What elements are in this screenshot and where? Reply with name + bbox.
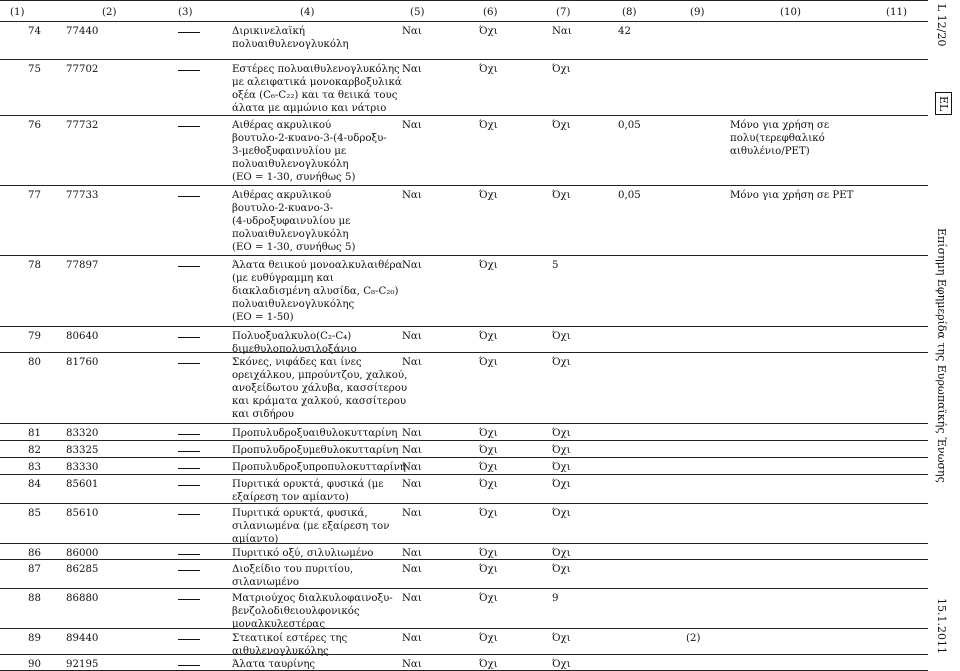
col5-value: Ναι xyxy=(402,331,422,342)
substance-code: 89440 xyxy=(66,633,99,644)
substance-name-line: Πυριτικά ορυκτά, φυσικά, xyxy=(232,508,368,519)
row-number: 76 xyxy=(28,120,41,131)
table-row xyxy=(0,504,928,544)
dash-mark xyxy=(178,266,200,267)
row-number: 89 xyxy=(28,633,41,644)
substance-name-line: 3-μεθοξυφαινυλίου με xyxy=(232,146,347,157)
row-number: 82 xyxy=(28,445,41,456)
table-row xyxy=(0,441,928,458)
dash-mark xyxy=(178,514,200,515)
col7-value: 9 xyxy=(552,593,559,604)
restriction-note-line: αιθυλένιο/PET) xyxy=(730,146,810,157)
substance-code: 77702 xyxy=(66,64,99,75)
col5-value: Ναι xyxy=(402,462,422,473)
col7-value: Όχι xyxy=(552,659,571,670)
row-number: 77 xyxy=(28,190,41,201)
col5-value: Ναι xyxy=(402,26,422,37)
col5-value: Ναι xyxy=(402,260,422,271)
substance-name xyxy=(232,25,412,51)
col6-value: Όχι xyxy=(479,659,498,670)
dash-mark xyxy=(178,126,200,127)
col5-value: Ναι xyxy=(402,659,422,670)
col6-value: Όχι xyxy=(479,479,498,490)
col6-value: Όχι xyxy=(479,190,498,201)
substance-name-line: πολυαιθυλενογλυκόλη xyxy=(232,159,349,170)
substance-name-line: αμίαντο) xyxy=(232,534,279,545)
substance-name xyxy=(232,189,412,254)
substance-name xyxy=(232,507,412,546)
col-header-4: (4) xyxy=(300,7,315,18)
dash-mark xyxy=(178,70,200,71)
restriction-note xyxy=(730,119,870,158)
substance-name-line: Ματριούχος διαλκυλοφαινοξυ- xyxy=(232,593,393,604)
substance-code: 77897 xyxy=(66,260,99,271)
substance-code: 77732 xyxy=(66,120,99,131)
substance-name-line: πολυαιθυλενογλυκόλη xyxy=(232,39,349,50)
col-header-5: (5) xyxy=(410,7,425,18)
substance-name xyxy=(232,478,412,504)
table-row xyxy=(0,655,928,671)
substance-name-line: Εστέρες πολυαιθυλενογλυκόλης xyxy=(232,64,400,75)
col6-value: Όχι xyxy=(479,357,498,368)
col6-value: Όχι xyxy=(479,462,498,473)
col6-value: Όχι xyxy=(479,331,498,342)
col6-value: Όχι xyxy=(479,633,498,644)
substance-code: 86285 xyxy=(66,564,99,575)
substance-name-line: Πυριτικό οξύ, σιλυλιωμένο xyxy=(232,548,374,559)
substance-name xyxy=(232,563,412,589)
col5-value: Ναι xyxy=(402,479,422,490)
col6-value: Όχι xyxy=(479,120,498,131)
substance-name xyxy=(232,444,412,457)
row-number: 90 xyxy=(28,659,41,670)
substance-name-line: σιλανιωμένα (με εξαίρεση τον xyxy=(232,521,390,532)
dash-mark xyxy=(178,337,200,338)
table-row xyxy=(0,327,928,353)
substance-name-line: βουτυλο-2-κυανο-3- xyxy=(232,203,334,214)
substance-name xyxy=(232,592,412,631)
substance-code: 92195 xyxy=(66,659,99,670)
substance-name-line: Σκόνες, νιφάδες και ίνες xyxy=(232,357,362,368)
row-number: 87 xyxy=(28,564,41,575)
col7-value: Όχι xyxy=(552,357,571,368)
col5-value: Ναι xyxy=(402,428,422,439)
substance-name-line: (με ευθύγραμμη και xyxy=(232,273,334,284)
substance-name-line: διμεθυλοπολυσιλοξάνιο xyxy=(232,344,357,355)
substance-name-line: με αλειφατικά μονοκαρβοξυλικά xyxy=(232,77,402,88)
substance-name-line: Αιθέρας ακρυλικού xyxy=(232,120,332,131)
col7-value: Όχι xyxy=(552,462,571,473)
row-number: 88 xyxy=(28,593,41,604)
row-number: 74 xyxy=(28,26,41,37)
col7-value: Όχι xyxy=(552,479,571,490)
substance-code: 83325 xyxy=(66,445,99,456)
col5-value: Ναι xyxy=(402,120,422,131)
table-row xyxy=(0,560,928,589)
col7-value: Όχι xyxy=(552,428,571,439)
dash-mark xyxy=(178,665,200,666)
table-row xyxy=(0,424,928,441)
substance-name-line: βουτυλο-2-κυανο-3-(4-υδροξυ- xyxy=(232,133,387,144)
col6-value: Όχι xyxy=(479,564,498,575)
page-ref: L 12/20 xyxy=(935,4,948,47)
substance-name-line: (ΕΟ = 1-50) xyxy=(232,312,294,323)
substance-name-line: σιλανιωμένο xyxy=(232,577,300,588)
table-body xyxy=(0,22,928,671)
substance-name-line: Προπυλυδροξυαιθυλοκυτταρίνη xyxy=(232,428,398,439)
col-header-1: (1) xyxy=(10,7,25,18)
table-row xyxy=(0,629,928,655)
col5-value: Ναι xyxy=(402,564,422,575)
substance-name-line: ορειχάλκου, μπρούντζου, χαλκού, xyxy=(232,370,408,381)
restriction-note-line: πολυ(τερεφθαλικό xyxy=(730,133,825,144)
substance-name-line: διακλαδισμένη αλυσίδα, C₈-C₂₀) xyxy=(232,286,399,297)
col6-value: Όχι xyxy=(479,445,498,456)
table-header xyxy=(0,0,928,22)
substance-name-line: Διρικινελαϊκή xyxy=(232,26,305,37)
col5-value: Ναι xyxy=(402,190,422,201)
restriction-note xyxy=(730,189,870,202)
col5-value: Ναι xyxy=(402,593,422,604)
col5-value: Ναι xyxy=(402,508,422,519)
dash-mark xyxy=(178,599,200,600)
substance-code: 77733 xyxy=(66,190,99,201)
col-header-9: (9) xyxy=(690,7,705,18)
table-row xyxy=(0,458,928,475)
substance-name-line: Άλατα θειικού μονοαλκυλαιθέρα xyxy=(232,260,403,271)
substance-name-line: πολυαιθυλενογλυκόλη xyxy=(232,229,349,240)
substance-name xyxy=(232,63,412,115)
col7-value: Όχι xyxy=(552,64,571,75)
dash-mark xyxy=(178,639,200,640)
col6-value: Όχι xyxy=(479,593,498,604)
col7-value: Όχι xyxy=(552,190,571,201)
substance-name xyxy=(232,427,412,440)
row-number: 84 xyxy=(28,479,41,490)
substance-name-line: Προπυλυδροξυμεθυλοκυτταρίνη xyxy=(232,445,399,456)
table-row xyxy=(0,116,928,186)
col5-value: Ναι xyxy=(402,357,422,368)
dash-mark xyxy=(178,451,200,452)
col-header-11: (11) xyxy=(886,7,907,18)
table-row xyxy=(0,256,928,327)
substance-name xyxy=(232,356,412,421)
col7-value: Ναι xyxy=(552,26,572,37)
col9-value: (2) xyxy=(686,633,701,644)
col-header-6: (6) xyxy=(483,7,498,18)
col7-value: Όχι xyxy=(552,445,571,456)
col5-value: Ναι xyxy=(402,633,422,644)
restriction-note-line: Μόνο για χρήση σε PET xyxy=(730,190,854,201)
substance-code: 86000 xyxy=(66,548,99,559)
substance-code: 85610 xyxy=(66,508,99,519)
col6-value: Όχι xyxy=(479,260,498,271)
col-header-7: (7) xyxy=(556,7,571,18)
col6-value: Όχι xyxy=(479,548,498,559)
substance-name-line: Πολυοξυαλκυλο(C₂-C₄) xyxy=(232,331,352,342)
substance-name-line: και κράματα χαλκού, κασσίτερου xyxy=(232,396,407,407)
substance-name-line: οξέα (C₆-C₂₂) και τα θειικά τους xyxy=(232,90,398,101)
substance-code: 86880 xyxy=(66,593,99,604)
substance-name-line: Άλατα ταυρίνης xyxy=(232,659,316,670)
col6-value: Όχι xyxy=(479,64,498,75)
table-row xyxy=(0,60,928,116)
col7-value: Όχι xyxy=(552,633,571,644)
dash-mark xyxy=(178,468,200,469)
substance-name-line: εξαίρεση τον αμίαντο) xyxy=(232,492,349,503)
col-header-10: (10) xyxy=(780,7,801,18)
col8-value: 0,05 xyxy=(618,120,641,131)
row-number: 86 xyxy=(28,548,41,559)
table-row xyxy=(0,186,928,256)
language-code: EL xyxy=(935,92,952,115)
col-header-8: (8) xyxy=(622,7,637,18)
col5-value: Ναι xyxy=(402,445,422,456)
col6-value: Όχι xyxy=(479,26,498,37)
col5-value: Ναι xyxy=(402,64,422,75)
dash-mark xyxy=(178,570,200,571)
col8-value: 0,05 xyxy=(618,190,641,201)
substance-name-line: (ΕΟ = 1-30, συνήθως 5) xyxy=(232,172,356,183)
row-number: 78 xyxy=(28,260,41,271)
substance-name-line: αιθυλενογλυκόλης xyxy=(232,646,329,657)
col7-value: Όχι xyxy=(552,508,571,519)
substance-name-line: μοναλκυλεστέρας xyxy=(232,619,326,630)
publication-date: 15.1.2011 xyxy=(935,598,948,654)
substance-name-line: πολυαιθυλενογλυκόλης xyxy=(232,299,355,310)
substance-name-line: Προπυλυδροξυπροπυλοκυτταρίνη xyxy=(232,462,406,473)
table-row xyxy=(0,475,928,504)
substance-code: 80640 xyxy=(66,331,99,342)
col-header-3: (3) xyxy=(178,7,193,18)
substance-name-line: Διοξείδιο του πυριτίου, xyxy=(232,564,354,575)
table-row xyxy=(0,589,928,629)
col6-value: Όχι xyxy=(479,508,498,519)
row-number: 79 xyxy=(28,331,41,342)
substance-name-line: (ΕΟ = 1-30, συνήθως 5) xyxy=(232,242,356,253)
col6-value: Όχι xyxy=(479,428,498,439)
substance-name-line: Πυριτικά ορυκτά, φυσικά (με xyxy=(232,479,384,490)
substance-name xyxy=(232,547,412,560)
dash-mark xyxy=(178,363,200,364)
substance-code: 83320 xyxy=(66,428,99,439)
substance-name-line: και σιδήρου xyxy=(232,409,294,420)
col7-value: Όχι xyxy=(552,120,571,131)
table-row xyxy=(0,544,928,560)
substance-name xyxy=(232,461,412,474)
substance-name-line: Στεατικοί εστέρες της xyxy=(232,633,348,644)
col-header-2: (2) xyxy=(102,7,117,18)
row-number: 75 xyxy=(28,64,41,75)
table-row xyxy=(0,22,928,60)
substance-code: 81760 xyxy=(66,357,99,368)
page-margin-header xyxy=(932,0,960,659)
restriction-note-line: Μόνο για χρήση σε xyxy=(730,120,830,131)
substance-code: 77440 xyxy=(66,26,99,37)
row-number: 80 xyxy=(28,357,41,368)
col7-value: Όχι xyxy=(552,548,571,559)
col5-value: Ναι xyxy=(402,548,422,559)
substance-name-line: βενζολοδιθειουλφονικός xyxy=(232,606,360,617)
substance-name-line: (4-υδροξυφαινυλίου με xyxy=(232,216,351,227)
row-number: 81 xyxy=(28,428,41,439)
table-row xyxy=(0,353,928,424)
journal-title: Επίσημη Εφημερίδα της Ευρωπαϊκής Ένωσης xyxy=(935,228,948,483)
substance-code: 83330 xyxy=(66,462,99,473)
row-number: 83 xyxy=(28,462,41,473)
substance-code: 85601 xyxy=(66,479,99,490)
col8-value: 42 xyxy=(618,26,631,37)
substance-name-line: άλατα με αμμώνιο και νάτριο xyxy=(232,103,387,114)
substance-name-line: Αιθέρας ακρυλικού xyxy=(232,190,332,201)
dash-mark xyxy=(178,554,200,555)
dash-mark xyxy=(178,32,200,33)
substance-name xyxy=(232,119,412,184)
col7-value: Όχι xyxy=(552,331,571,342)
col7-value: 5 xyxy=(552,260,559,271)
dash-mark xyxy=(178,196,200,197)
dash-mark xyxy=(178,434,200,435)
substance-name xyxy=(232,259,412,324)
col7-value: Όχι xyxy=(552,564,571,575)
row-number: 85 xyxy=(28,508,41,519)
substance-name xyxy=(232,658,412,671)
substance-name-line: ανοξείδωτου χάλυβα, κασσίτερου xyxy=(232,383,408,394)
dash-mark xyxy=(178,485,200,486)
